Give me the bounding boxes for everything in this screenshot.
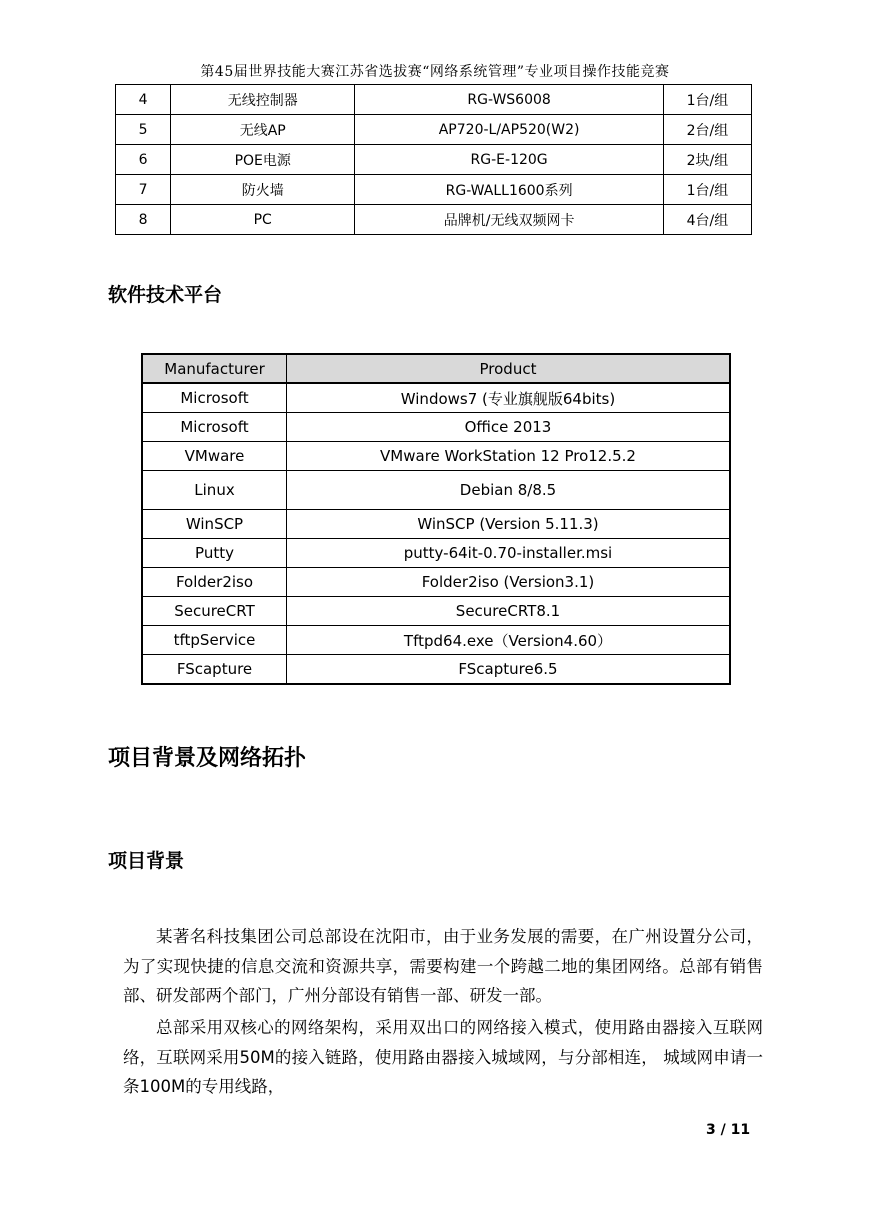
- table-cell: RG-WS6008: [355, 85, 663, 115]
- table-cell: FScapture6.5: [287, 655, 731, 685]
- table-cell: 8: [116, 205, 171, 235]
- table-row: [116, 85, 752, 115]
- table-cell: 无线控制器: [171, 85, 355, 115]
- table-cell: 2块/组: [663, 145, 751, 175]
- table-row: [116, 115, 752, 145]
- table-cell: 1台/组: [663, 175, 751, 205]
- table-cell: tftpService: [142, 626, 287, 655]
- column-header-manufacturer: Manufacturer: [142, 354, 287, 383]
- table-cell: 6: [116, 145, 171, 175]
- table-cell: VMware: [142, 442, 287, 471]
- table-cell: 7: [116, 175, 171, 205]
- table-header-row: [142, 354, 730, 383]
- table-cell: POE电源: [171, 145, 355, 175]
- background-topology-heading: 项目背景及网络拓扑: [108, 746, 307, 771]
- table-cell: Folder2iso: [142, 568, 287, 597]
- table-cell: VMware WorkStation 12 Pro12.5.2: [287, 442, 731, 471]
- table-cell: WinSCP (Version 5.11.3): [287, 510, 731, 539]
- table-cell: 无线AP: [171, 115, 355, 145]
- table-cell: 防火墙: [171, 175, 355, 205]
- table-row: [142, 510, 730, 539]
- background-paragraph: 某著名科技集团公司总部设在沈阳市，由于业务发展的需要，在广州设置分公司，为了实现快捷的信息交流和资源共享，需要构建一个跨越二地的集团网络。总部有销售部、研发部两个部门，广州分部设有销售一部、研发一部。: [123, 927, 763, 1005]
- table-row: [142, 597, 730, 626]
- hardware-table: [115, 84, 752, 235]
- table-row: [142, 626, 730, 655]
- table-row: [142, 539, 730, 568]
- table-cell: 品牌机/无线双频网卡: [355, 205, 663, 235]
- table-row: [142, 471, 730, 510]
- table-cell: Windows7 (专业旗舰版64bits): [287, 383, 731, 413]
- table-row: [116, 145, 752, 175]
- table-cell: FScapture: [142, 655, 287, 685]
- table-cell: Microsoft: [142, 413, 287, 442]
- table-cell: SecureCRT: [142, 597, 287, 626]
- table-row: [142, 442, 730, 471]
- table-cell: PC: [171, 205, 355, 235]
- page-number: 3 / 11: [706, 1122, 751, 1138]
- page-header: 第45届世界技能大赛江苏省选拔赛“网络系统管理”专业项目操作技能竞赛: [200, 64, 670, 80]
- table-cell: Putty: [142, 539, 287, 568]
- table-cell: 5: [116, 115, 171, 145]
- table-cell: Tftpd64.exe（Version4.60）: [287, 626, 731, 655]
- table-cell: SecureCRT8.1: [287, 597, 731, 626]
- background-paragraph: 总部采用双核心的网络架构，采用双出口的网络接入模式，使用路由器接入互联网络，互联网采用50M的接入链路，使用路由器接入城域网，与分部相连， 城域网申请一条100M的专用线路，: [123, 1018, 763, 1096]
- table-cell: Microsoft: [142, 383, 287, 413]
- table-cell: Folder2iso (Version3.1): [287, 568, 731, 597]
- project-background-heading: 项目背景: [108, 850, 185, 872]
- table-cell: Office 2013: [287, 413, 731, 442]
- table-cell: Debian 8/8.5: [287, 471, 731, 510]
- table-cell: putty-64it-0.70-installer.msi: [287, 539, 731, 568]
- software-section-heading: 软件技术平台: [108, 284, 223, 306]
- table-row: [142, 568, 730, 597]
- table-cell: Linux: [142, 471, 287, 510]
- table-row: [142, 655, 730, 685]
- column-header-product: Product: [287, 354, 731, 383]
- table-cell: 1台/组: [663, 85, 751, 115]
- table-cell: 4台/组: [663, 205, 751, 235]
- table-cell: AP720-L/AP520(W2): [355, 115, 663, 145]
- table-row: [116, 205, 752, 235]
- software-table: [141, 353, 731, 685]
- table-cell: 4: [116, 85, 171, 115]
- table-cell: RG-WALL1600系列: [355, 175, 663, 205]
- table-cell: WinSCP: [142, 510, 287, 539]
- table-cell: 2台/组: [663, 115, 751, 145]
- table-row: [142, 413, 730, 442]
- table-row: [142, 383, 730, 413]
- table-row: [116, 175, 752, 205]
- table-cell: RG-E-120G: [355, 145, 663, 175]
